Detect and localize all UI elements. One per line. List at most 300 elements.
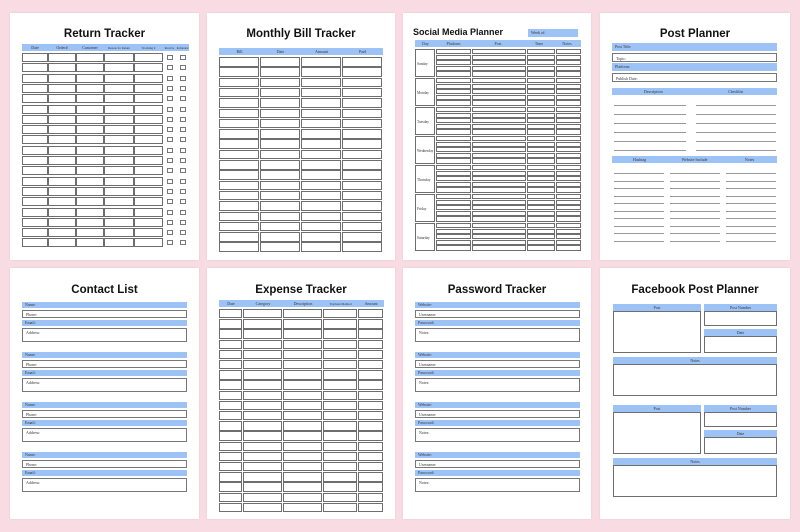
notes-line[interactable] [726, 181, 776, 182]
table-cell[interactable] [301, 232, 341, 242]
table-cell[interactable] [527, 71, 555, 76]
table-cell[interactable] [134, 94, 163, 103]
table-cell[interactable] [342, 150, 382, 160]
table-cell[interactable] [472, 95, 526, 100]
table-cell[interactable] [243, 452, 282, 461]
table-cell[interactable] [556, 136, 581, 141]
hashtag-line[interactable] [614, 196, 664, 197]
table-cell[interactable] [219, 191, 259, 201]
table-cell[interactable] [358, 319, 383, 328]
website-line[interactable] [670, 196, 720, 197]
password-field[interactable]: Password: [415, 370, 580, 376]
table-cell[interactable] [219, 129, 259, 139]
table-cell[interactable] [436, 216, 471, 221]
table-cell[interactable] [260, 67, 300, 77]
table-cell[interactable] [219, 431, 242, 440]
website-field[interactable]: Website: [415, 302, 580, 308]
table-cell[interactable] [436, 142, 471, 147]
table-cell[interactable] [358, 309, 383, 318]
table-cell[interactable] [323, 401, 357, 410]
table-cell[interactable] [323, 503, 357, 512]
table-cell[interactable] [22, 53, 48, 62]
date-box[interactable] [704, 437, 777, 454]
hashtag-line[interactable] [614, 173, 664, 174]
table-cell[interactable] [342, 232, 382, 242]
notes-line[interactable] [726, 188, 776, 189]
post-box[interactable] [613, 311, 701, 353]
table-cell[interactable] [527, 182, 555, 187]
table-cell[interactable] [243, 493, 282, 502]
table-cell[interactable] [556, 194, 581, 199]
table-cell[interactable] [243, 411, 282, 420]
table-cell[interactable] [527, 171, 555, 176]
table-cell[interactable] [342, 57, 382, 67]
refunded-checkbox[interactable] [180, 220, 186, 225]
table-cell[interactable] [472, 182, 526, 187]
table-cell[interactable] [323, 329, 357, 338]
table-cell[interactable] [556, 229, 581, 234]
refunded-checkbox[interactable] [180, 55, 186, 60]
name-field[interactable]: Name: [22, 402, 187, 408]
table-cell[interactable] [134, 187, 163, 196]
post-box[interactable] [613, 412, 701, 454]
refunded-checkbox[interactable] [180, 137, 186, 142]
table-cell[interactable] [472, 55, 526, 60]
table-cell[interactable] [527, 153, 555, 158]
table-cell[interactable] [260, 119, 300, 129]
table-cell[interactable] [219, 232, 259, 242]
table-cell[interactable] [219, 109, 259, 119]
table-cell[interactable] [556, 165, 581, 170]
table-cell[interactable] [22, 63, 48, 72]
table-cell[interactable] [219, 242, 259, 252]
table-cell[interactable] [323, 319, 357, 328]
table-cell[interactable] [472, 60, 526, 65]
table-cell[interactable] [76, 197, 104, 206]
table-cell[interactable] [342, 98, 382, 108]
table-cell[interactable] [134, 74, 163, 83]
table-cell[interactable] [472, 136, 526, 141]
table-cell[interactable] [472, 171, 526, 176]
description-line[interactable] [614, 150, 686, 151]
table-cell[interactable] [219, 380, 242, 389]
table-cell[interactable] [219, 340, 242, 349]
table-cell[interactable] [358, 482, 383, 491]
table-cell[interactable] [556, 71, 581, 76]
website-line[interactable] [670, 218, 720, 219]
table-cell[interactable] [104, 84, 134, 93]
table-cell[interactable] [358, 472, 383, 481]
hashtag-line[interactable] [614, 188, 664, 189]
table-cell[interactable] [556, 129, 581, 134]
hashtag-line[interactable] [614, 181, 664, 182]
table-cell[interactable] [436, 165, 471, 170]
table-cell[interactable] [472, 194, 526, 199]
table-cell[interactable] [22, 177, 48, 186]
table-cell[interactable] [436, 187, 471, 192]
table-cell[interactable] [342, 67, 382, 77]
table-cell[interactable] [76, 115, 104, 124]
table-cell[interactable] [556, 176, 581, 181]
table-cell[interactable] [22, 105, 48, 114]
table-cell[interactable] [283, 391, 322, 400]
hashtag-line[interactable] [614, 211, 664, 212]
table-cell[interactable] [472, 129, 526, 134]
table-cell[interactable] [527, 136, 555, 141]
table-cell[interactable] [301, 88, 341, 98]
table-cell[interactable] [243, 472, 282, 481]
table-cell[interactable] [48, 228, 76, 237]
table-cell[interactable] [472, 78, 526, 83]
table-cell[interactable] [283, 370, 322, 379]
table-cell[interactable] [436, 211, 471, 216]
table-cell[interactable] [556, 200, 581, 205]
received-checkbox[interactable] [167, 86, 173, 91]
table-cell[interactable] [260, 170, 300, 180]
table-cell[interactable] [472, 229, 526, 234]
table-cell[interactable] [323, 442, 357, 451]
table-cell[interactable] [323, 380, 357, 389]
table-cell[interactable] [323, 452, 357, 461]
phone-field[interactable]: Phone: [22, 360, 187, 368]
notes-line[interactable] [726, 218, 776, 219]
hashtag-line[interactable] [614, 226, 664, 227]
table-cell[interactable] [22, 125, 48, 134]
table-cell[interactable] [283, 421, 322, 430]
table-cell[interactable] [556, 182, 581, 187]
table-cell[interactable] [48, 74, 76, 83]
table-cell[interactable] [283, 431, 322, 440]
table-cell[interactable] [260, 150, 300, 160]
table-cell[interactable] [301, 191, 341, 201]
table-cell[interactable] [556, 89, 581, 94]
table-cell[interactable] [358, 350, 383, 359]
table-cell[interactable] [104, 146, 134, 155]
table-cell[interactable] [342, 119, 382, 129]
checklist-line[interactable] [696, 123, 776, 124]
table-cell[interactable] [260, 222, 300, 232]
table-cell[interactable] [22, 218, 48, 227]
website-field[interactable]: Website: [415, 402, 580, 408]
table-cell[interactable] [527, 55, 555, 60]
website-line[interactable] [670, 226, 720, 227]
table-cell[interactable] [219, 57, 259, 67]
notes-line[interactable] [726, 173, 776, 174]
table-cell[interactable] [260, 109, 300, 119]
table-cell[interactable] [48, 197, 76, 206]
checklist-line[interactable] [696, 132, 776, 133]
refunded-checkbox[interactable] [180, 158, 186, 163]
table-cell[interactable] [22, 135, 48, 144]
name-field[interactable]: Name: [22, 452, 187, 458]
post-number-box[interactable] [704, 311, 777, 326]
table-cell[interactable] [472, 216, 526, 221]
table-cell[interactable] [527, 205, 555, 210]
table-cell[interactable] [472, 142, 526, 147]
table-cell[interactable] [48, 135, 76, 144]
table-cell[interactable] [436, 118, 471, 123]
received-checkbox[interactable] [167, 96, 173, 101]
table-cell[interactable] [527, 142, 555, 147]
platform-field[interactable]: Platform: [612, 63, 777, 71]
table-cell[interactable] [436, 158, 471, 163]
table-cell[interactable] [472, 223, 526, 228]
table-cell[interactable] [556, 78, 581, 83]
table-cell[interactable] [219, 319, 242, 328]
notes-field[interactable]: Notes: [415, 378, 580, 392]
username-field[interactable]: Username: [415, 410, 580, 418]
table-cell[interactable] [323, 309, 357, 318]
table-cell[interactable] [342, 212, 382, 222]
table-cell[interactable] [323, 411, 357, 420]
table-cell[interactable] [472, 89, 526, 94]
table-cell[interactable] [22, 208, 48, 217]
table-cell[interactable] [104, 135, 134, 144]
table-cell[interactable] [527, 194, 555, 199]
table-cell[interactable] [301, 150, 341, 160]
table-cell[interactable] [134, 115, 163, 124]
table-cell[interactable] [472, 240, 526, 245]
table-cell[interactable] [472, 200, 526, 205]
table-cell[interactable] [358, 411, 383, 420]
table-cell[interactable] [436, 153, 471, 158]
refunded-checkbox[interactable] [180, 168, 186, 173]
table-cell[interactable] [472, 245, 526, 250]
table-cell[interactable] [556, 158, 581, 163]
table-cell[interactable] [358, 493, 383, 502]
table-cell[interactable] [219, 452, 242, 461]
table-cell[interactable] [342, 170, 382, 180]
refunded-checkbox[interactable] [180, 189, 186, 194]
table-cell[interactable] [472, 158, 526, 163]
table-cell[interactable] [134, 238, 163, 247]
table-cell[interactable] [76, 156, 104, 165]
table-cell[interactable] [243, 462, 282, 471]
table-cell[interactable] [472, 176, 526, 181]
table-cell[interactable] [472, 187, 526, 192]
table-cell[interactable] [301, 170, 341, 180]
table-cell[interactable] [472, 84, 526, 89]
table-cell[interactable] [323, 360, 357, 369]
refunded-checkbox[interactable] [180, 199, 186, 204]
table-cell[interactable] [219, 360, 242, 369]
table-cell[interactable] [76, 146, 104, 155]
website-line[interactable] [670, 173, 720, 174]
table-cell[interactable] [472, 234, 526, 239]
table-cell[interactable] [472, 147, 526, 152]
description-line[interactable] [614, 114, 686, 115]
table-cell[interactable] [134, 218, 163, 227]
table-cell[interactable] [48, 238, 76, 247]
notes-box[interactable] [613, 465, 777, 497]
website-field[interactable]: Website: [415, 352, 580, 358]
table-cell[interactable] [219, 222, 259, 232]
table-cell[interactable] [527, 66, 555, 71]
refunded-checkbox[interactable] [180, 179, 186, 184]
table-cell[interactable] [342, 129, 382, 139]
table-cell[interactable] [76, 177, 104, 186]
table-cell[interactable] [76, 74, 104, 83]
table-cell[interactable] [104, 177, 134, 186]
table-cell[interactable] [436, 229, 471, 234]
table-cell[interactable] [358, 360, 383, 369]
table-cell[interactable] [134, 84, 163, 93]
table-cell[interactable] [219, 350, 242, 359]
table-cell[interactable] [301, 212, 341, 222]
table-cell[interactable] [219, 411, 242, 420]
table-cell[interactable] [556, 118, 581, 123]
received-checkbox[interactable] [167, 240, 173, 245]
table-cell[interactable] [134, 166, 163, 175]
received-checkbox[interactable] [167, 127, 173, 132]
website-line[interactable] [670, 241, 720, 242]
table-cell[interactable] [219, 160, 259, 170]
table-cell[interactable] [358, 401, 383, 410]
password-field[interactable]: Password: [415, 320, 580, 326]
table-cell[interactable] [219, 67, 259, 77]
table-cell[interactable] [323, 462, 357, 471]
table-cell[interactable] [219, 88, 259, 98]
checklist-line[interactable] [696, 114, 776, 115]
table-cell[interactable] [472, 165, 526, 170]
table-cell[interactable] [556, 211, 581, 216]
table-cell[interactable] [358, 421, 383, 430]
email-field[interactable]: Email: [22, 420, 187, 426]
table-cell[interactable] [556, 55, 581, 60]
table-cell[interactable] [219, 78, 259, 88]
table-cell[interactable] [301, 98, 341, 108]
table-cell[interactable] [436, 95, 471, 100]
table-cell[interactable] [527, 113, 555, 118]
table-cell[interactable] [358, 380, 383, 389]
table-cell[interactable] [358, 442, 383, 451]
table-cell[interactable] [527, 84, 555, 89]
refunded-checkbox[interactable] [180, 210, 186, 215]
table-cell[interactable] [219, 493, 242, 502]
table-cell[interactable] [527, 245, 555, 250]
table-cell[interactable] [243, 442, 282, 451]
table-cell[interactable] [48, 177, 76, 186]
received-checkbox[interactable] [167, 230, 173, 235]
notes-box[interactable] [613, 364, 777, 396]
table-cell[interactable] [472, 100, 526, 105]
table-cell[interactable] [219, 181, 259, 191]
checklist-line[interactable] [696, 105, 776, 106]
hashtag-line[interactable] [614, 218, 664, 219]
table-cell[interactable] [472, 49, 526, 54]
table-cell[interactable] [342, 88, 382, 98]
table-cell[interactable] [556, 147, 581, 152]
table-cell[interactable] [527, 211, 555, 216]
address-field[interactable]: Address: [22, 428, 187, 442]
email-field[interactable]: Email: [22, 470, 187, 476]
received-checkbox[interactable] [167, 210, 173, 215]
phone-field[interactable]: Phone: [22, 410, 187, 418]
table-cell[interactable] [283, 442, 322, 451]
table-cell[interactable] [527, 95, 555, 100]
table-cell[interactable] [48, 146, 76, 155]
table-cell[interactable] [76, 63, 104, 72]
website-line[interactable] [670, 188, 720, 189]
table-cell[interactable] [104, 53, 134, 62]
table-cell[interactable] [76, 105, 104, 114]
hashtag-line[interactable] [614, 233, 664, 234]
table-cell[interactable] [358, 329, 383, 338]
table-cell[interactable] [358, 431, 383, 440]
website-line[interactable] [670, 211, 720, 212]
table-cell[interactable] [358, 370, 383, 379]
table-cell[interactable] [283, 340, 322, 349]
table-cell[interactable] [323, 472, 357, 481]
table-cell[interactable] [219, 391, 242, 400]
table-cell[interactable] [219, 150, 259, 160]
table-cell[interactable] [436, 49, 471, 54]
table-cell[interactable] [527, 49, 555, 54]
table-cell[interactable] [76, 218, 104, 227]
table-cell[interactable] [283, 319, 322, 328]
description-line[interactable] [614, 141, 686, 142]
table-cell[interactable] [436, 200, 471, 205]
table-cell[interactable] [22, 187, 48, 196]
table-cell[interactable] [556, 234, 581, 239]
table-cell[interactable] [260, 232, 300, 242]
table-cell[interactable] [243, 503, 282, 512]
table-cell[interactable] [556, 153, 581, 158]
website-line[interactable] [670, 233, 720, 234]
table-cell[interactable] [104, 63, 134, 72]
table-cell[interactable] [134, 228, 163, 237]
table-cell[interactable] [323, 350, 357, 359]
email-field[interactable]: Email: [22, 370, 187, 376]
table-cell[interactable] [243, 309, 282, 318]
table-cell[interactable] [358, 462, 383, 471]
table-cell[interactable] [556, 84, 581, 89]
table-cell[interactable] [219, 201, 259, 211]
table-cell[interactable] [260, 88, 300, 98]
table-cell[interactable] [436, 113, 471, 118]
table-cell[interactable] [301, 242, 341, 252]
table-cell[interactable] [243, 350, 282, 359]
table-cell[interactable] [76, 53, 104, 62]
table-cell[interactable] [527, 60, 555, 65]
table-cell[interactable] [283, 350, 322, 359]
table-cell[interactable] [104, 94, 134, 103]
table-cell[interactable] [301, 139, 341, 149]
description-line[interactable] [614, 123, 686, 124]
table-cell[interactable] [556, 107, 581, 112]
table-cell[interactable] [134, 105, 163, 114]
notes-field[interactable]: Notes: [415, 328, 580, 342]
table-cell[interactable] [472, 66, 526, 71]
table-cell[interactable] [323, 431, 357, 440]
table-cell[interactable] [436, 194, 471, 199]
table-cell[interactable] [76, 94, 104, 103]
table-cell[interactable] [48, 166, 76, 175]
table-cell[interactable] [556, 223, 581, 228]
table-cell[interactable] [243, 370, 282, 379]
table-cell[interactable] [243, 340, 282, 349]
table-cell[interactable] [219, 329, 242, 338]
table-cell[interactable] [134, 156, 163, 165]
table-cell[interactable] [219, 139, 259, 149]
table-cell[interactable] [436, 176, 471, 181]
table-cell[interactable] [436, 89, 471, 94]
table-cell[interactable] [436, 100, 471, 105]
table-cell[interactable] [283, 309, 322, 318]
table-cell[interactable] [48, 218, 76, 227]
table-cell[interactable] [358, 503, 383, 512]
table-cell[interactable] [527, 229, 555, 234]
